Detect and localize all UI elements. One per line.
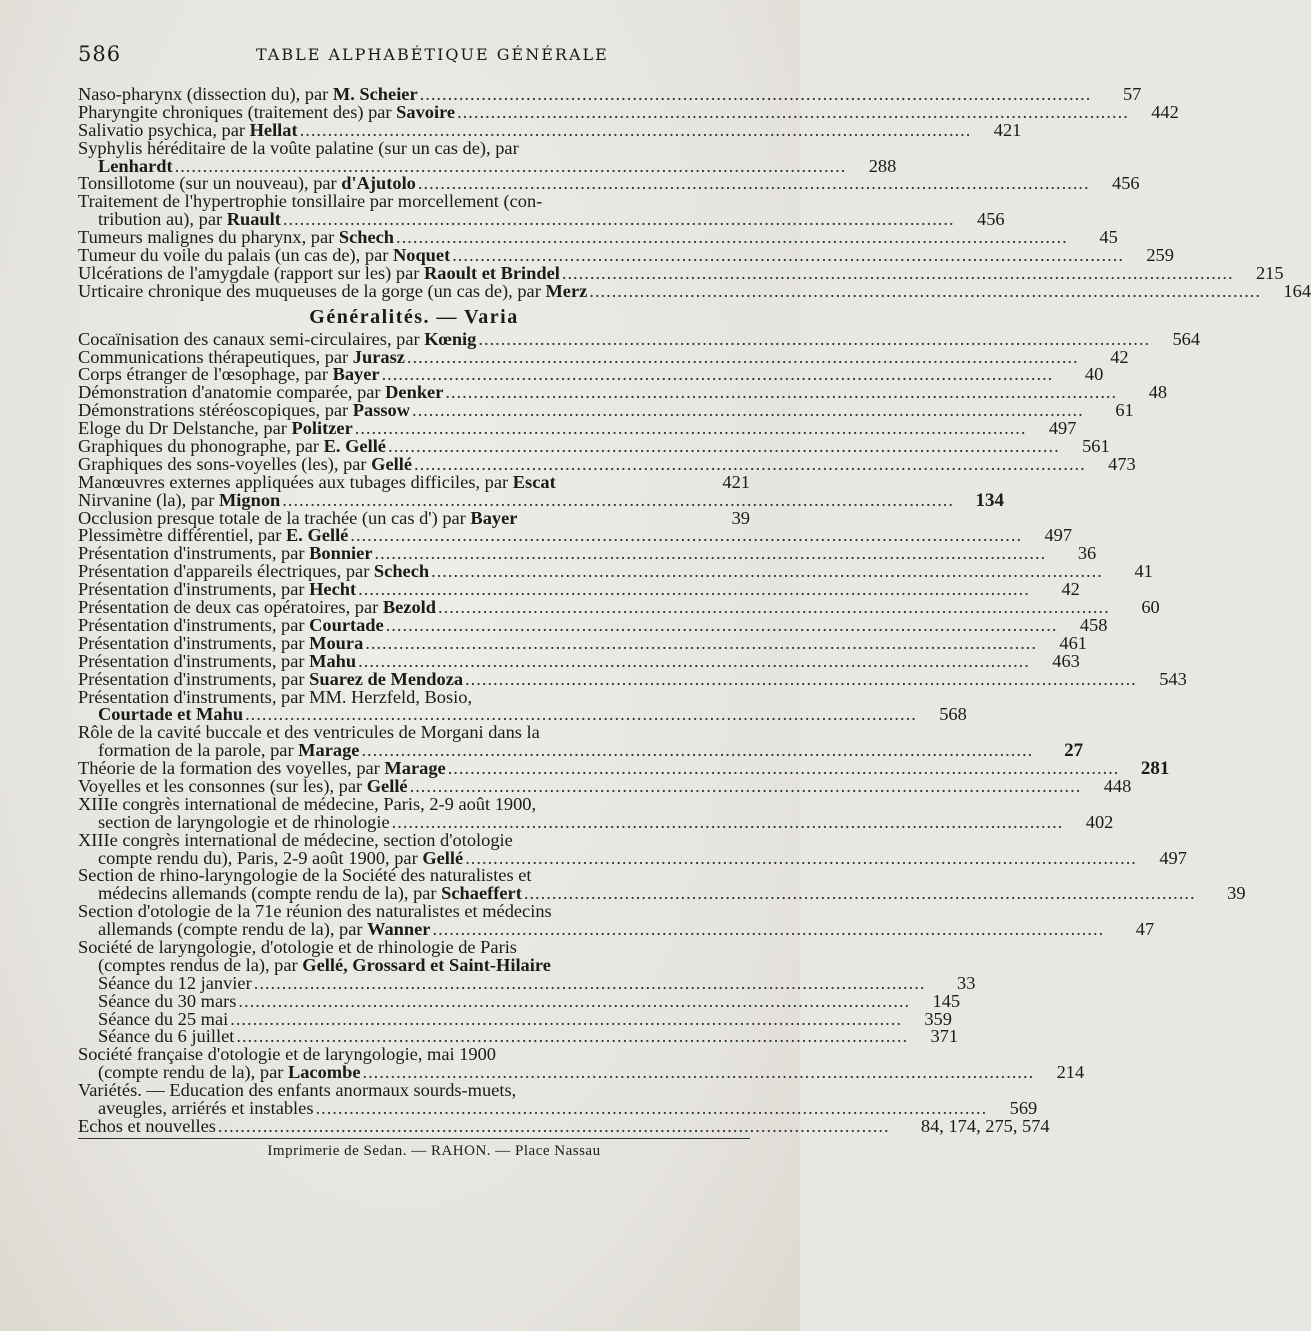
entry-author: Denker [385, 382, 444, 403]
entry-page: 569 [1009, 1097, 1038, 1118]
entry-title: Communications thérapeutiques, par [78, 346, 353, 367]
entry-page: 164 [1283, 280, 1311, 301]
dot-leader: ........................................................................................................................ [465, 847, 1137, 868]
entry-author: Courtade [309, 614, 384, 635]
entry-author: Moura [309, 632, 364, 653]
entry-title: Corps étranger de l'œsophage, par [78, 364, 333, 385]
entry-page: 371 [930, 1026, 959, 1047]
entry-page: 61 [1115, 400, 1134, 421]
index-section-pharynx [78, 84, 1311, 301]
entry-title: Séance du 12 janvier [98, 972, 252, 993]
entry-page: 259 [1146, 245, 1174, 266]
dot-leader: ........................................................................................................................ [452, 245, 1124, 266]
entry-author: E. Gellé [286, 525, 349, 546]
entry-author: Bayer [332, 364, 380, 385]
entry-title: Salivatio psychica, par [78, 119, 250, 140]
entry-title: XIIIe congrès international de médecine, section d'otologie [78, 829, 513, 850]
dot-leader: ........................................................................................................................ [457, 101, 1129, 122]
entry-page: 402 [1085, 811, 1114, 832]
entry-page: 473 [1108, 453, 1136, 474]
entry-author: Marage [384, 758, 446, 779]
entry-page: 47 [1135, 919, 1155, 940]
dot-leader: ........................................................................................................................ [419, 84, 1092, 104]
index-entry [78, 793, 1114, 832]
entry-title: Séance du 30 mars [98, 990, 237, 1011]
dot-leader: ........................................................................................................................ [354, 418, 1027, 439]
index-entry [78, 829, 1187, 868]
running-title: TABLE ALPHABÉTIQUE GÉNÉRALE [256, 45, 609, 64]
entry-title: Présentation d'instruments, par [78, 579, 310, 600]
entry-title: (compte rendu de la), par [98, 1062, 288, 1083]
entry-title: Tumeur du voile du palais (un cas de), par [78, 245, 393, 266]
dot-leader: ........................................................................................................................ [417, 173, 1090, 194]
entry-title: allemands (compte rendu de la), par [98, 919, 368, 940]
index-entry [78, 686, 967, 725]
entry-title: Nirvanine (la), par [78, 489, 219, 510]
entry-title: aveugles, arriérés et instables [98, 1097, 314, 1118]
entry-title: Présentation d'instruments, par [78, 668, 310, 689]
entry-page: 281 [1140, 758, 1170, 780]
entry-page: 421 [722, 471, 750, 492]
dot-leader: ........................................................................................................................ [315, 1097, 988, 1118]
entry-page: 40 [1084, 364, 1104, 385]
entry-title: Présentation de deux cas opératoires, par [78, 597, 383, 618]
entry-author: Suarez de Mendoza [309, 668, 464, 689]
entry-author: Bonnier [309, 543, 373, 564]
entry-title: Théorie de la formation des voyelles, par [78, 758, 385, 779]
index-entry [78, 936, 976, 1047]
entry-author: M. Scheier [332, 84, 418, 104]
entry-title: médecins allemands (compte rendu de la), par [98, 883, 442, 904]
entry-title: Naso-pharynx (dissection du), par [78, 84, 333, 104]
entry-page: 448 [1103, 775, 1132, 796]
entry-title: Présentation d'instruments, par [78, 543, 310, 564]
entry-author: Schech [338, 227, 395, 248]
entry-page: 33 [957, 972, 976, 993]
entry-page: 497 [1048, 418, 1077, 439]
entry-title: Occlusion presque totale de la trachée (un cas d') par [78, 507, 471, 528]
entry-page: 27 [1064, 740, 1084, 762]
entry-author: d'Ajutolo [341, 173, 416, 194]
index-entry [78, 901, 1155, 940]
dot-leader: ........................................................................................................................ [236, 1026, 909, 1047]
index-section-varia [78, 328, 1246, 1136]
dot-leader: ........................................................................................................................ [217, 1115, 890, 1136]
entry-author: Jurasz [352, 346, 405, 367]
entry-title: Voyelles et les consonnes (sur les), par [78, 775, 367, 796]
entry-title: Graphiques du phonographe, par [78, 436, 324, 457]
dot-leader: ........................................................................................................................ [282, 489, 954, 510]
entry-author: Kœnig [424, 328, 477, 349]
entry-title: Plessimètre différentiel, par [78, 525, 287, 546]
index-entry [78, 722, 1084, 762]
entry-author: Merz [545, 280, 588, 301]
dot-leader: ........................................................................................................................ [391, 811, 1064, 832]
entry-title: Pharyngite chroniques (traitement des) par [78, 101, 397, 122]
entry-title: Section d'otologie de la 71e réunion des naturalistes et médecins [78, 901, 552, 922]
dot-leader: ........................................................................................................................ [438, 597, 1110, 618]
entry-title: Tonsillotome (sur un nouveau), par [78, 173, 342, 194]
entry-title: Présentation d'appareils électriques, par [78, 561, 374, 582]
dot-leader: ........................................................................................................................ [361, 740, 1034, 761]
entry-page: 42 [1061, 579, 1080, 600]
dot-leader: ........................................................................................................................ [299, 119, 972, 140]
dot-leader: ........................................................................................................................ [396, 227, 1068, 248]
entry-page: 463 [1052, 650, 1080, 671]
dot-leader: ........................................................................................................................ [230, 1008, 902, 1029]
dot-leader: ........................................................................................................................ [589, 280, 1262, 301]
entry-author: Passow [352, 400, 411, 421]
dot-leader: ........................................................................................................................ [385, 614, 1058, 635]
index-entry [78, 137, 897, 176]
entry-author: Lacombe [287, 1062, 361, 1083]
page-header [78, 42, 678, 72]
bottom-rule [78, 1138, 750, 1139]
index-line [78, 1115, 1050, 1136]
dot-leader: ........................................................................................................................ [381, 364, 1054, 385]
entry-author: Wanner [367, 919, 431, 940]
dot-leader: ........................................................................................................................ [406, 346, 1079, 367]
dot-leader: ........................................................................................................................ [387, 436, 1060, 457]
entry-author: Marage [298, 740, 360, 761]
entry-page: 568 [939, 704, 967, 725]
entry-title: Echos et nouvelles [78, 1115, 216, 1136]
entry-page: 288 [868, 155, 897, 176]
entry-page: 57 [1122, 84, 1142, 104]
entry-page: 214 [1056, 1062, 1085, 1083]
entry-title: (comptes rendus de la), par [98, 954, 303, 975]
entry-title: Section de rhino-laryngologie de la Société des naturalistes et [78, 865, 532, 886]
entry-author: Noquet [392, 245, 451, 266]
entry-title: compte rendu du), Paris, 2-9 août 1900, par [98, 847, 423, 868]
entry-page: 497 [1159, 847, 1187, 868]
entry-author: E. Gellé [323, 436, 386, 457]
dot-leader: ........................................................................................................................ [523, 883, 1196, 904]
entry-title: Séance du 25 mai [98, 1008, 229, 1029]
index-entry [78, 1115, 1050, 1136]
entry-title: Ulcérations de l'amygdale (rapport sur les) par [78, 262, 424, 283]
entry-title: Présentation d'instruments, par [78, 632, 310, 653]
entry-title: Présentation d'instruments, par MM. Herzfeld, Bosio, [78, 686, 473, 707]
entry-page: 39 [1227, 883, 1246, 904]
entry-author: Bezold [382, 597, 436, 618]
entry-author: Mignon [218, 489, 281, 510]
dot-leader: ........................................................................................................................ [478, 328, 1151, 349]
entry-title: Urticaire chronique des muqueuses de la gorge (un cas de), par [78, 280, 546, 301]
index-entry [78, 1080, 1038, 1118]
entry-author: Lenhardt [98, 155, 173, 176]
entry-text [78, 1115, 216, 1136]
entry-title: Tumeurs malignes du pharynx, par [78, 227, 339, 248]
entry-page: 48 [1148, 382, 1168, 403]
entry-title: Syphylis héréditaire de la voûte palatine (sur un cas de), par [78, 137, 519, 158]
entry-text [78, 137, 750, 158]
entry-title: Cocaïnisation des canaux semi-circulaires, par [78, 328, 425, 349]
entry-author: Gellé [366, 775, 408, 796]
dot-leader: ........................................................................................................................ [414, 453, 1086, 474]
dot-leader: ........................................................................................................................ [409, 775, 1082, 796]
entry-title: Société française d'otologie et de laryngologie, mai 1900 [78, 1044, 496, 1065]
entry-title: Démonstration d'anatomie comparée, par [78, 382, 386, 403]
entry-page: 42 [1110, 346, 1129, 367]
entry-page: 145 [932, 990, 961, 1011]
section-heading: Généralités. — Varia [309, 305, 519, 328]
dot-leader: ........................................................................................................................ [350, 525, 1023, 546]
index-entry [78, 191, 1005, 230]
entry-page: 36 [1077, 543, 1097, 564]
entry-title: Variétés. — Education des enfants anormaux sourds-muets, [78, 1080, 517, 1101]
page-number: 586 [78, 42, 122, 66]
entry-page: 497 [1044, 525, 1073, 546]
entry-title: formation de la parole, par [98, 740, 299, 761]
imprint-line: Imprimerie de Sedan. — RAHON. — Place Nassau [267, 1142, 601, 1159]
entry-page: 564 [1172, 328, 1201, 349]
dot-leader: ........................................................................................................................ [174, 155, 847, 176]
index-entry [78, 865, 1246, 904]
entry-page: 461 [1059, 632, 1087, 653]
entry-page: 543 [1159, 668, 1187, 689]
entry-page: 41 [1134, 561, 1153, 582]
entry-page: 60 [1141, 597, 1160, 618]
entry-title: Présentation d'instruments, par [78, 650, 310, 671]
entry-title: XIIIe congrès international de médecine, Paris, 2-9 août 1900, [78, 793, 537, 814]
index-line [78, 137, 750, 158]
entry-author: Hellat [249, 119, 298, 140]
dot-leader: ........................................................................................................................ [238, 990, 911, 1011]
dot-leader: ........................................................................................................................ [358, 579, 1030, 600]
dot-leader: ........................................................................................................................ [362, 1062, 1035, 1083]
entry-page: 359 [924, 1008, 952, 1029]
entry-author: Savoire [396, 101, 456, 122]
entry-page: 215 [1255, 262, 1284, 283]
entry-title: Démonstrations stéréoscopiques, par [78, 400, 353, 421]
entry-author: Schech [373, 561, 430, 582]
index-line [78, 280, 1311, 301]
entry-title: Eloge du Dr Delstanche, par [78, 418, 292, 439]
entry-page: 45 [1099, 227, 1118, 248]
entry-author: Mahu [309, 650, 357, 671]
dot-leader: ........................................................................................................................ [432, 919, 1105, 940]
entry-page: 458 [1079, 614, 1108, 635]
entry-author: Gellé [371, 453, 413, 474]
dot-leader: ........................................................................................................................ [365, 632, 1037, 653]
entry-title: Manœuvres externes appliquées aux tubages difficiles, par [78, 471, 513, 492]
dot-leader: ........................................................................................................................ [465, 668, 1137, 689]
index-entry [78, 280, 1311, 301]
entry-title: tribution au), par [98, 209, 227, 230]
dot-leader: ........................................................................................................................ [561, 262, 1234, 283]
entry-author: Gellé, Grossard et Saint-Hilaire [302, 954, 551, 975]
entry-title: Graphiques des sons-voyelles (les), par [78, 453, 372, 474]
entry-author: Gellé [422, 847, 464, 868]
entry-title: Traitement de l'hypertrophie tonsillaire par morcellement (con- [78, 191, 543, 212]
entry-text [78, 280, 588, 301]
entry-page: 561 [1082, 436, 1110, 457]
entry-author: Ruault [226, 209, 281, 230]
entry-author: Schaeffert [441, 883, 522, 904]
dot-leader: ........................................................................................................................ [358, 650, 1030, 671]
entry-page: 134 [975, 489, 1004, 511]
entry-page: 39 [731, 507, 750, 528]
entry-author: Politzer [291, 418, 353, 439]
entry-title: Société de laryngologie, d'otologie et de rhinologie de Paris [78, 936, 517, 957]
dot-leader: ........................................................................................................................ [245, 704, 917, 725]
entry-author: Hecht [309, 579, 357, 600]
dot-leader: ........................................................................................................................ [374, 543, 1047, 564]
entry-page: 421 [993, 119, 1022, 140]
index-entry [78, 1044, 1085, 1083]
entry-author: Escat [512, 471, 556, 492]
dot-leader: ........................................................................................................................ [412, 400, 1084, 421]
dot-leader: ........................................................................................................................ [253, 972, 926, 993]
entry-title: section de laryngologie et de rhinologie [98, 811, 390, 832]
entry-page: 84, 174, 275, 574 [920, 1115, 1050, 1136]
dot-leader: ........................................................................................................................ [447, 758, 1120, 779]
dot-leader: ........................................................................................................................ [445, 382, 1118, 403]
entry-page: 456 [977, 209, 1005, 230]
entry-author: Courtade et Mahu [98, 704, 244, 725]
entry-page: 456 [1112, 173, 1140, 194]
entry-title: Séance du 6 juillet [98, 1026, 235, 1047]
dot-leader: ........................................................................................................................ [282, 209, 955, 230]
entry-author: Raoult et Brindel [423, 262, 560, 283]
entry-title: Présentation d'instruments, par [78, 614, 310, 635]
entry-page: 442 [1151, 101, 1179, 122]
entry-title: Rôle de la cavité buccale et des ventricules de Morgani dans la [78, 722, 540, 743]
entry-author: Bayer [470, 507, 518, 528]
index-body [78, 84, 1311, 1161]
dot-leader: ........................................................................................................................ [431, 561, 1103, 582]
